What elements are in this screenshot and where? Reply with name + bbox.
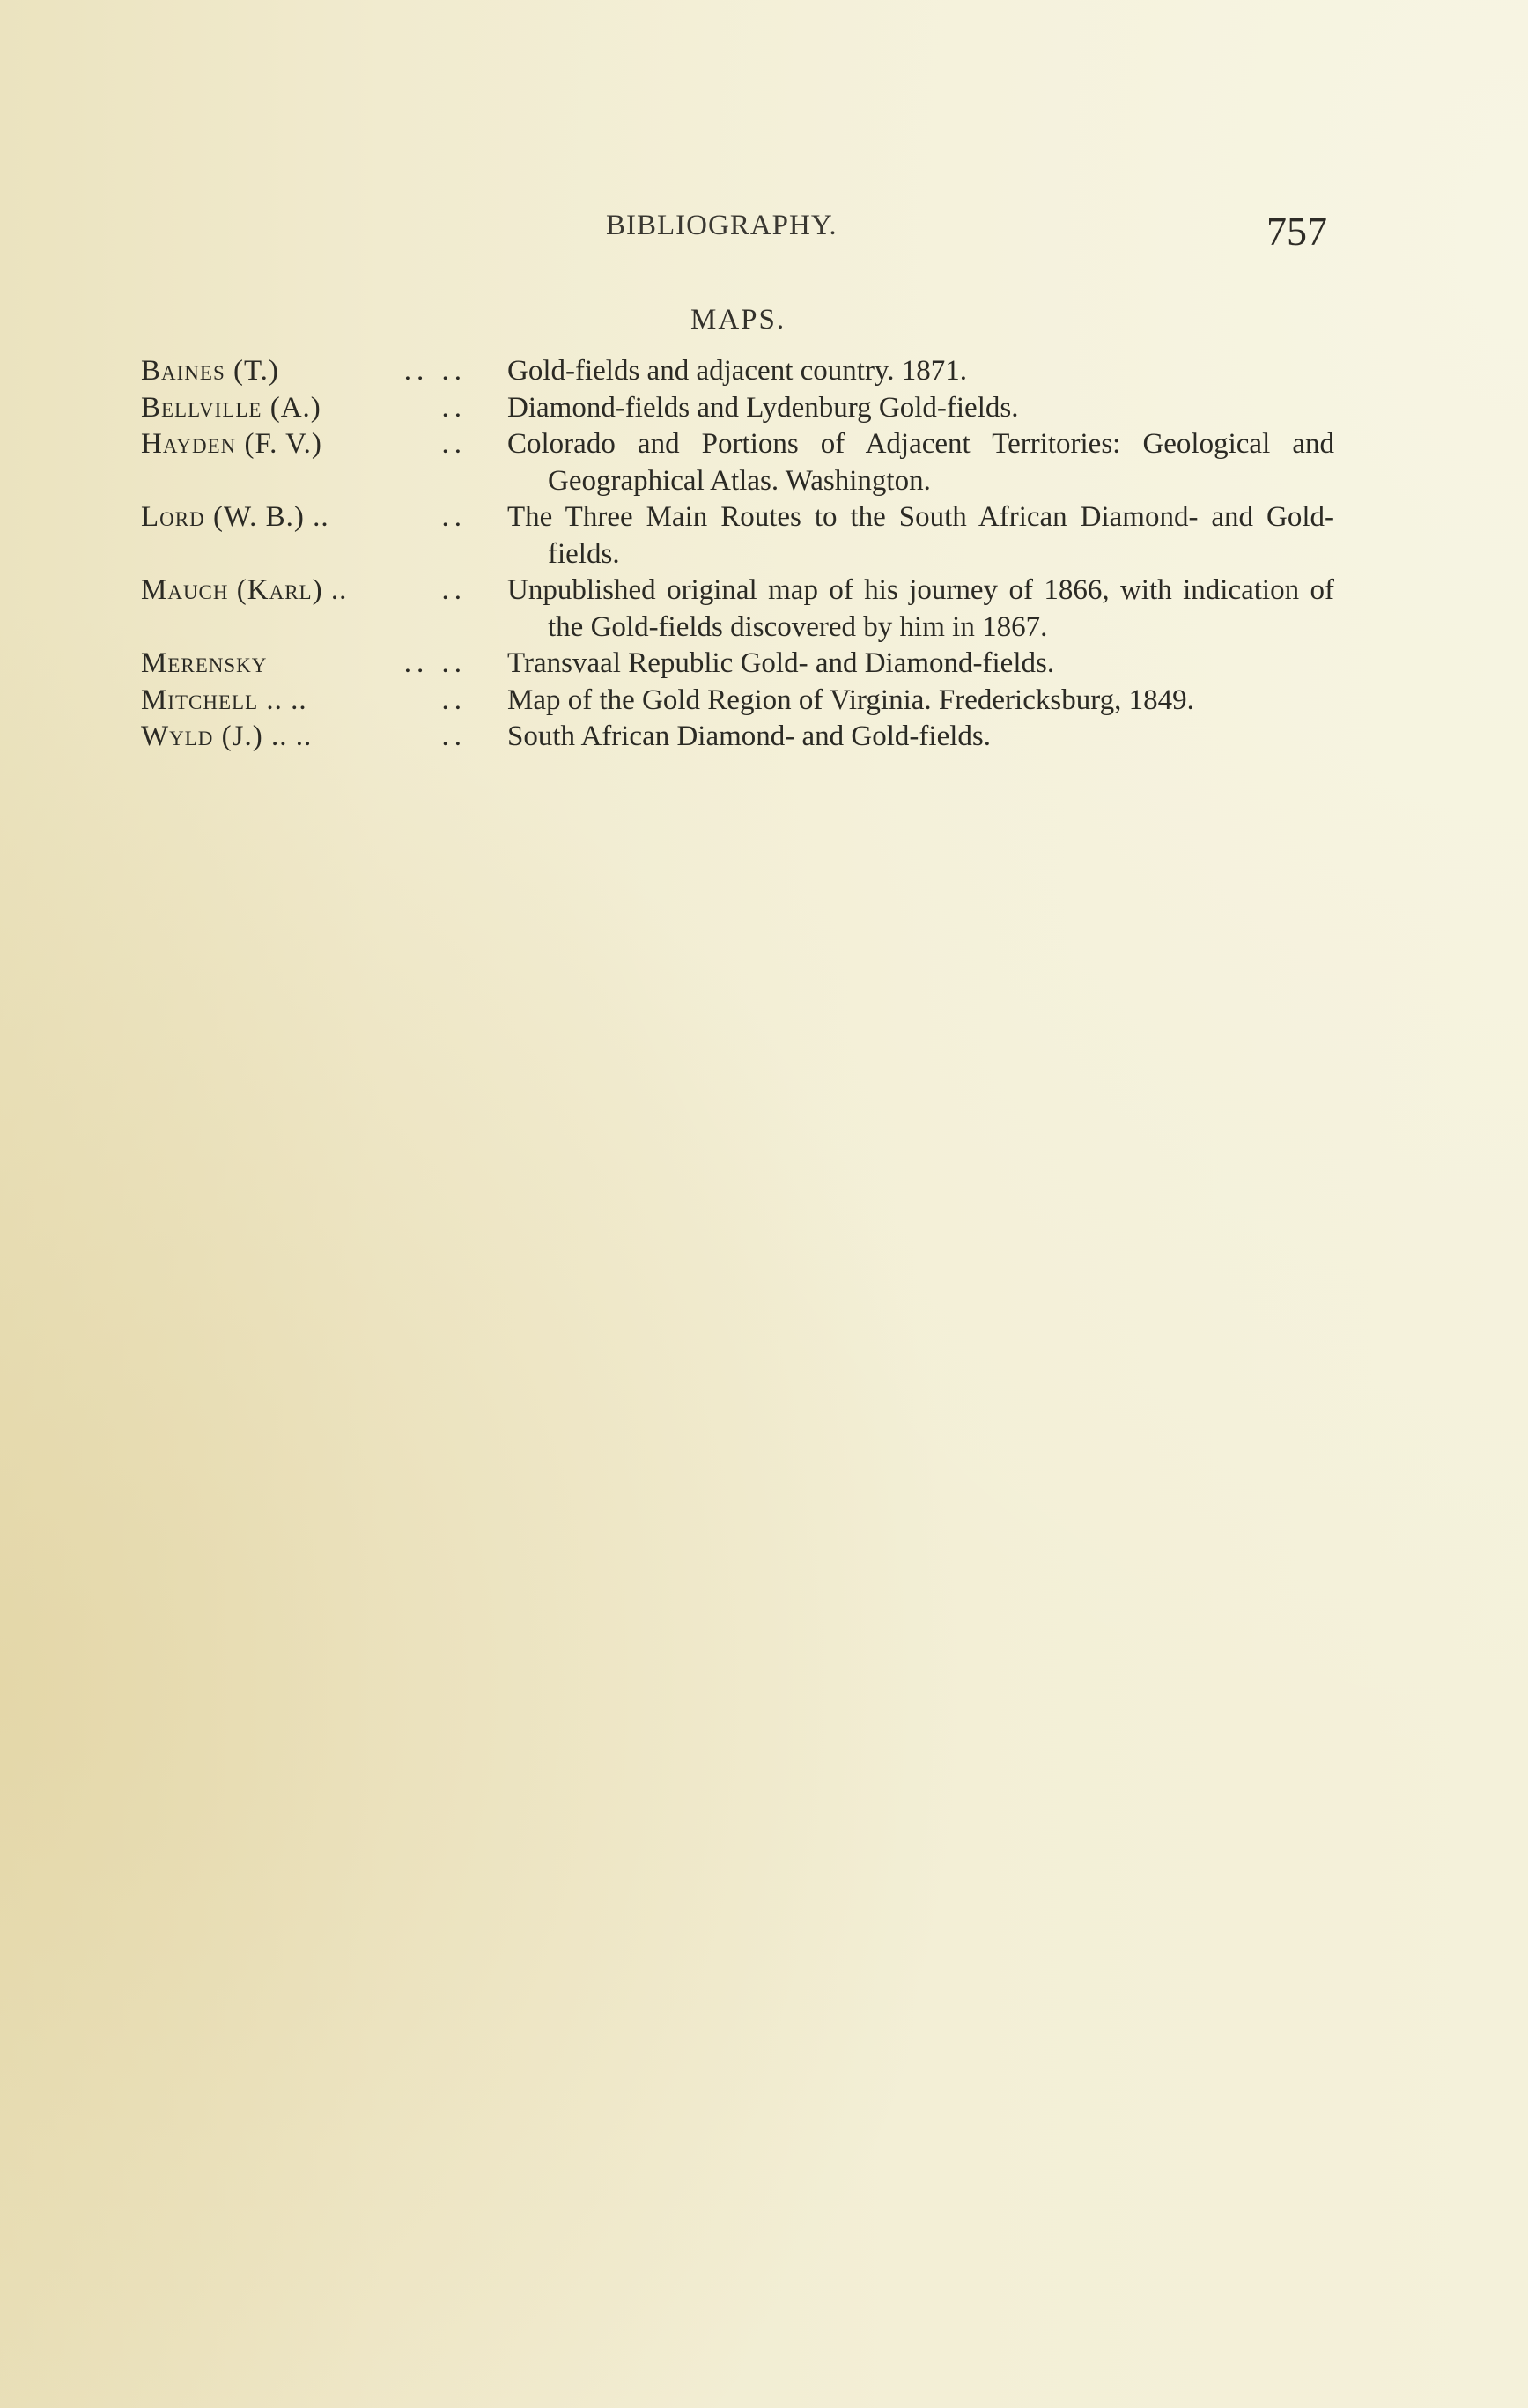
entry-author bbox=[141, 390, 467, 427]
bibliography-entry bbox=[141, 426, 1334, 499]
dot-leaders: .. .. bbox=[403, 355, 467, 387]
section-title: MAPS. bbox=[690, 304, 786, 336]
entry-author bbox=[141, 683, 467, 720]
entry-author bbox=[141, 719, 467, 756]
entry-author bbox=[141, 646, 467, 683]
dot-leaders: .. bbox=[441, 391, 467, 424]
author-name: Wyld (J.) .. .. bbox=[141, 720, 313, 752]
bibliography-list bbox=[141, 353, 1334, 756]
entry-description: Transvaal Republic Gold- and Diamond-fields. bbox=[507, 647, 1055, 679]
author-name: Baines (T.) bbox=[141, 355, 279, 387]
author-name: Mitchell .. .. bbox=[141, 683, 307, 716]
bibliography-entry bbox=[141, 719, 1334, 756]
entry-description: South African Diamond- and Gold-fields. bbox=[507, 720, 991, 752]
entry-author bbox=[141, 572, 467, 609]
entry-description: The Three Main Routes to the South African Diamond- and Gold-fields. bbox=[507, 501, 1334, 570]
entry-description: Gold-fields and adjacent country. 1871. bbox=[507, 355, 968, 387]
author-name: Bellville (A.) bbox=[141, 391, 321, 424]
author-name: Mauch (Karl) .. bbox=[141, 574, 348, 606]
running-head: BIBLIOGRAPHY. bbox=[606, 210, 838, 241]
author-name: Merensky bbox=[141, 647, 268, 679]
dot-leaders: .. bbox=[441, 574, 467, 606]
entry-author bbox=[141, 499, 467, 536]
entry-description: Map of the Gold Region of Virginia. Fredericksburg, 1849. bbox=[507, 683, 1194, 716]
dot-leaders: .. bbox=[441, 683, 467, 716]
dot-leaders: .. bbox=[441, 428, 467, 460]
dot-leaders: .. bbox=[441, 501, 467, 533]
dot-leaders: .. bbox=[441, 720, 467, 752]
bibliography-entry bbox=[141, 390, 1334, 427]
entry-author bbox=[141, 353, 467, 390]
entry-description: Colorado and Portions of Adjacent Territories: Geological and Geographical Atlas. Washington. bbox=[507, 428, 1334, 497]
bibliography-entry bbox=[141, 683, 1334, 720]
page-number: 757 bbox=[1266, 209, 1327, 254]
bibliography-entry bbox=[141, 572, 1334, 646]
author-name: Lord (W. B.) .. bbox=[141, 501, 329, 533]
bibliography-entry bbox=[141, 499, 1334, 572]
bibliography-entry bbox=[141, 646, 1334, 683]
entry-description: Diamond-fields and Lydenburg Gold-fields. bbox=[507, 391, 1019, 424]
dot-leaders: .. .. bbox=[403, 647, 467, 679]
author-name: Hayden (F. V.) bbox=[141, 428, 322, 460]
entry-author bbox=[141, 426, 467, 463]
entry-description: Unpublished original map of his journey of 1866, with indication of the Gold-fields discovered by him in 1867. bbox=[507, 574, 1334, 643]
bibliography-entry bbox=[141, 353, 1334, 390]
